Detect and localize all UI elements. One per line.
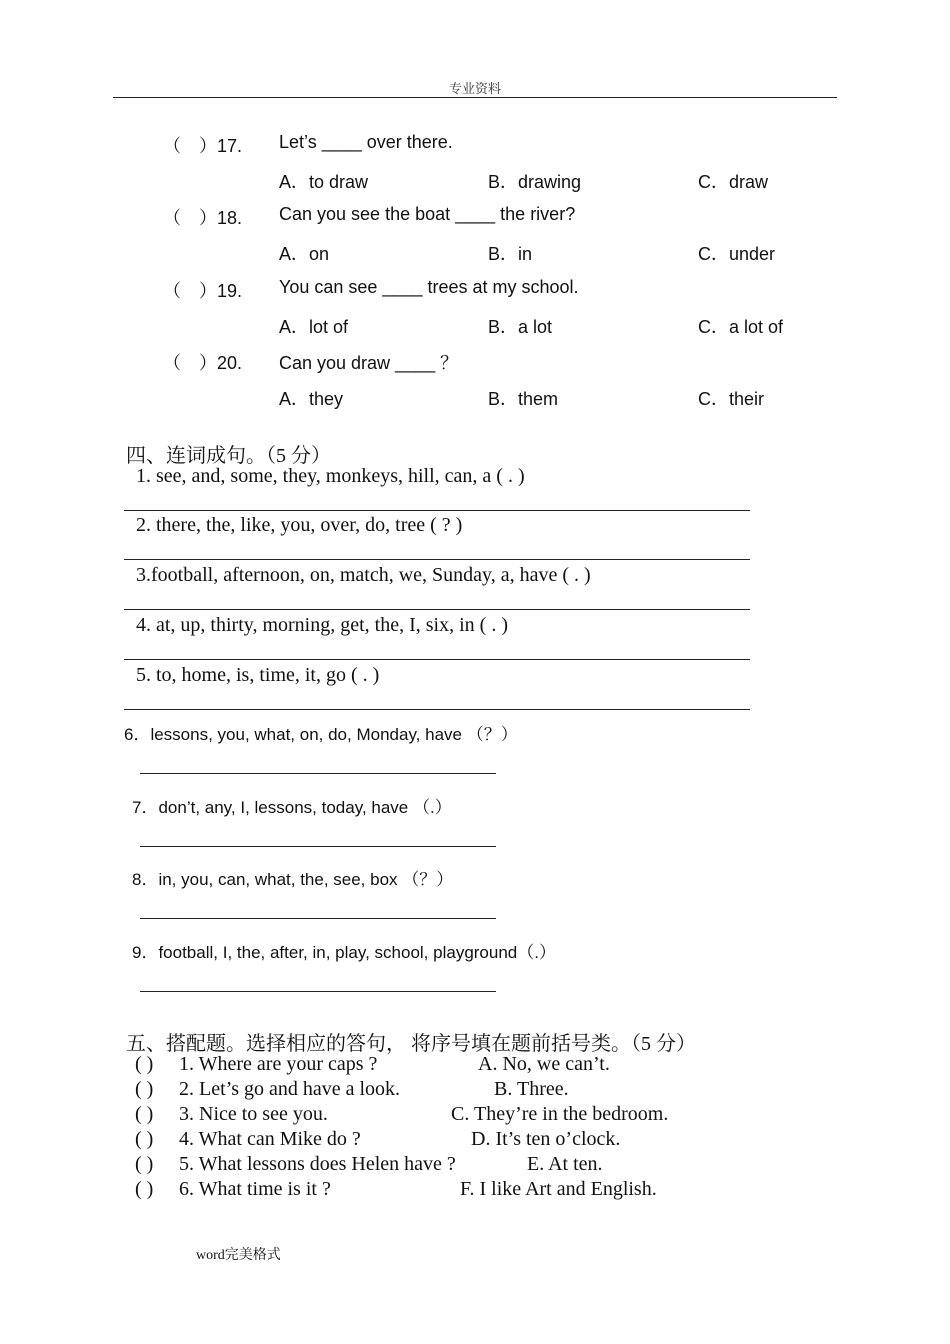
sentence-item: 1. see, and, some, they, monkeys, hill, can, a ( . ) bbox=[136, 465, 525, 487]
sentence-item: 5. to, home, is, time, it, go ( . ) bbox=[136, 664, 380, 686]
answer-bracket[interactable]: ( ) bbox=[135, 1078, 154, 1100]
answer-line[interactable] bbox=[124, 510, 750, 511]
question-number: （ ）18. bbox=[163, 208, 243, 228]
sentence-item: 3.football, afternoon, on, match, we, Sunday, a, have ( . ) bbox=[136, 564, 591, 586]
header-divider bbox=[113, 97, 837, 98]
question-stem: You can see ____ trees at my school. bbox=[279, 277, 579, 297]
option-c: C．draw bbox=[698, 172, 769, 192]
option-c: C．a lot of bbox=[698, 317, 784, 337]
match-question: 2. Let’s go and have a look. bbox=[179, 1078, 401, 1100]
answer-line[interactable] bbox=[140, 846, 496, 847]
section-title: 四、连词成句。（5 分） bbox=[126, 445, 331, 467]
match-question: 6. What time is it ? bbox=[179, 1178, 331, 1200]
match-question: 4. What can Mike do ? bbox=[179, 1128, 361, 1150]
sentence-item: 7．don’t, any, I, lessons, today, have （.） bbox=[132, 798, 452, 817]
match-answer: D. It’s ten o’clock. bbox=[471, 1128, 621, 1150]
page-header: 专业资料 bbox=[448, 81, 501, 96]
answer-line[interactable] bbox=[140, 991, 496, 992]
question-number: （ ）19. bbox=[163, 281, 243, 301]
match-answer: C. They’re in the bedroom. bbox=[451, 1103, 669, 1125]
answer-bracket[interactable]: ( ) bbox=[135, 1103, 154, 1125]
section-title: 五、搭配题。选择相应的答句， 将序号填在题前括号类。（5 分） bbox=[126, 1033, 696, 1055]
option-a: A．to draw bbox=[279, 172, 369, 192]
option-b: B．in bbox=[488, 244, 533, 264]
question-stem: Let’s ____ over there. bbox=[279, 132, 453, 152]
question-number: （ ）20. bbox=[163, 353, 243, 373]
answer-line[interactable] bbox=[140, 773, 496, 774]
match-answer: B. Three. bbox=[494, 1078, 569, 1100]
question-stem: Can you see the boat ____ the river? bbox=[279, 204, 576, 224]
match-question: 5. What lessons does Helen have ? bbox=[179, 1153, 456, 1175]
sentence-item: 8．in, you, can, what, the, see, box （？） bbox=[132, 870, 454, 889]
answer-line[interactable] bbox=[124, 659, 750, 660]
answer-bracket[interactable]: ( ) bbox=[135, 1053, 154, 1075]
sentence-item: 9．football, I, the, after, in, play, school, playground（.） bbox=[132, 943, 556, 962]
answer-bracket[interactable]: ( ) bbox=[135, 1153, 154, 1175]
answer-line[interactable] bbox=[124, 609, 750, 610]
match-answer: F. I like Art and English. bbox=[460, 1178, 657, 1200]
match-question: 1. Where are your caps ? bbox=[179, 1053, 378, 1075]
match-answer: E. At ten. bbox=[527, 1153, 603, 1175]
match-answer: A. No, we can’t. bbox=[478, 1053, 610, 1075]
option-c: C．under bbox=[698, 244, 776, 264]
option-b: B．them bbox=[488, 389, 559, 409]
question-number: （ ）17. bbox=[163, 136, 243, 156]
answer-bracket[interactable]: ( ) bbox=[135, 1178, 154, 1200]
sentence-item: 4. at, up, thirty, morning, get, the, I, six, in ( . ) bbox=[136, 614, 508, 636]
question-stem: Can you draw ____ ？ bbox=[279, 353, 459, 373]
sentence-item: 6．lessons, you, what, on, do, Monday, have （？） bbox=[124, 725, 518, 744]
answer-line[interactable] bbox=[140, 918, 496, 919]
answer-line[interactable] bbox=[124, 559, 750, 560]
answer-line[interactable] bbox=[124, 709, 750, 710]
page-footer: word完美格式 bbox=[196, 1248, 281, 1263]
match-question: 3. Nice to see you. bbox=[179, 1103, 328, 1125]
option-a: A．they bbox=[279, 389, 344, 409]
option-b: B．drawing bbox=[488, 172, 582, 192]
option-b: B．a lot bbox=[488, 317, 553, 337]
option-a: A．on bbox=[279, 244, 330, 264]
option-a: A．lot of bbox=[279, 317, 349, 337]
sentence-item: 2. there, the, like, you, over, do, tree ( ? ) bbox=[136, 514, 463, 536]
option-c: C．their bbox=[698, 389, 765, 409]
answer-bracket[interactable]: ( ) bbox=[135, 1128, 154, 1150]
